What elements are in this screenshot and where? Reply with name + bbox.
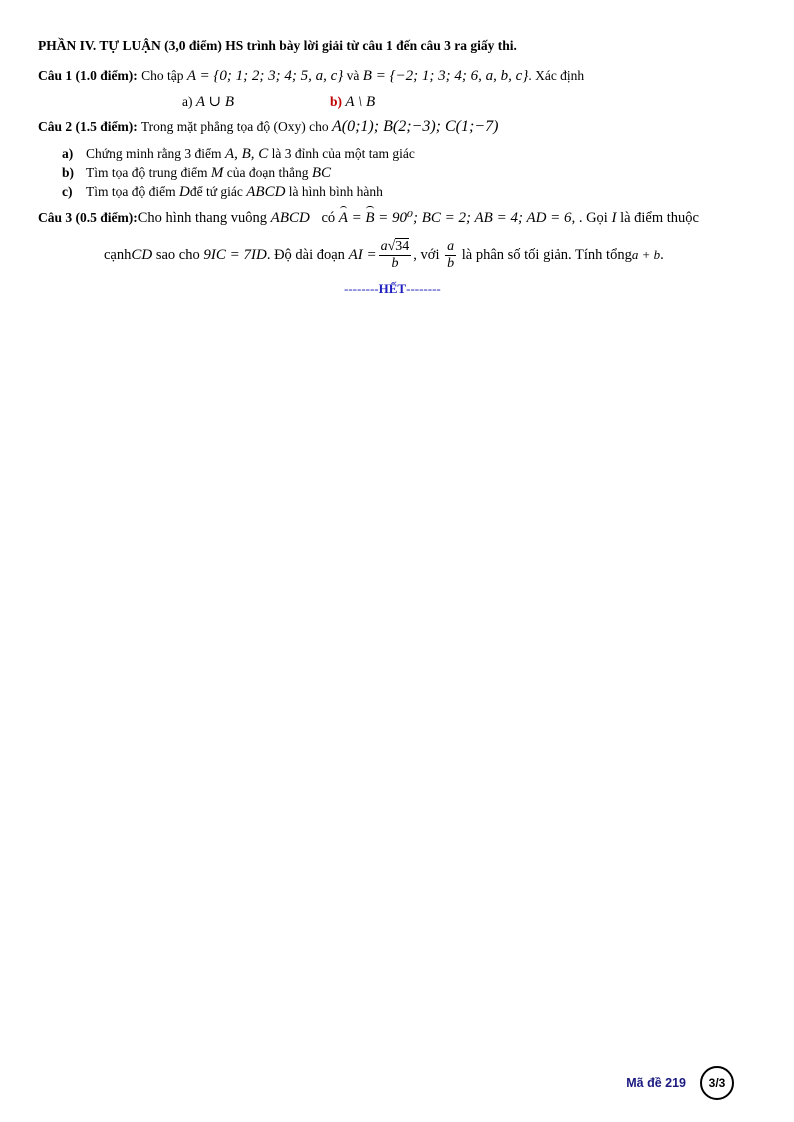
q2-item-c-text: Tìm tọa độ điểm bbox=[86, 184, 176, 199]
q1-part-b-expr: A \ B bbox=[345, 94, 376, 110]
q1-label: Câu 1 (1.0 điểm): bbox=[38, 68, 138, 83]
q2-item-c-tail: để tứ giác bbox=[189, 184, 243, 199]
q2-item-a-label: a) bbox=[62, 146, 74, 161]
q3-line2-c: . Độ dài đoạn bbox=[266, 247, 345, 263]
q2-item-b-math: M bbox=[210, 165, 224, 181]
q2-item-c-tail2: là hình bình hành bbox=[288, 184, 383, 199]
question-1 bbox=[38, 67, 584, 85]
q1-text-before: Cho tập bbox=[141, 68, 184, 83]
q2-item-b-math2: BC bbox=[311, 165, 331, 181]
q3-line2-b: sao cho bbox=[155, 247, 200, 263]
question-3-line-2 bbox=[104, 237, 664, 273]
q1-part-a-label: a) bbox=[182, 94, 193, 109]
q3-line2-a: cạnh bbox=[104, 247, 132, 263]
q1-set-b: B = {−2; 1; 3; 4; 6, a, b, c} bbox=[362, 68, 529, 84]
question-2 bbox=[38, 118, 498, 136]
section-title: PHẦN IV. TỰ LUẬN (3,0 điểm) HS trình bày lời giải từ câu 1 đến câu 3 ra giấy thi. bbox=[38, 38, 517, 53]
q2-points: A(0;1); B(2;−3); C(1;−7) bbox=[332, 118, 499, 135]
q3-angle-b: B bbox=[365, 210, 375, 226]
q2-text: Trong mặt phẳng tọa độ (Oxy) cho bbox=[140, 119, 329, 134]
q3-fraction-ai: $\frac{a√34}{b}$ bbox=[380, 239, 410, 272]
page-number: 3/3 bbox=[700, 1066, 734, 1100]
q3-line2-e: là phân số tối giản. Tính tổng bbox=[461, 247, 632, 263]
q2-label: Câu 2 (1.5 điểm): bbox=[38, 119, 138, 134]
q2-item-c-math2: ABCD bbox=[246, 184, 286, 200]
q3-end: . bbox=[660, 247, 664, 263]
q3-seg: CD bbox=[131, 247, 153, 263]
q2-item-b-text: Tìm tọa độ trung điểm bbox=[86, 165, 208, 180]
end-dashes-left: -------- bbox=[344, 281, 379, 296]
q3-ratio: 9IC = 7ID bbox=[203, 247, 267, 263]
q2-item-b-tail: của đoạn thẳng bbox=[226, 165, 309, 180]
q2-item-c-label: c) bbox=[62, 184, 73, 199]
q3-point: I bbox=[611, 210, 617, 226]
end-word: HẾT bbox=[378, 281, 407, 296]
q1-set-a: A = {0; 1; 2; 3; 4; 5, a, c} bbox=[186, 68, 344, 84]
q3-label: Câu 3 (0.5 điểm): bbox=[38, 210, 138, 225]
q1-part-b-label: b) bbox=[330, 94, 343, 109]
q2-item-a-math: A, B, C bbox=[224, 146, 269, 162]
q3-f2-num: a bbox=[447, 239, 455, 255]
q1-text-mid: và bbox=[346, 68, 360, 83]
q3-angle-a: A bbox=[338, 210, 348, 226]
q1-part-a-expr: A ∪ B bbox=[195, 94, 234, 110]
q3-has: có bbox=[321, 210, 336, 226]
q3-frac-den: b bbox=[391, 256, 399, 272]
page-footer bbox=[626, 1066, 734, 1100]
q3-ai: AI = bbox=[348, 247, 377, 263]
q3-given: = 90⁰; BC = 2; AB = 4; AD = 6 bbox=[378, 210, 572, 226]
q3-punct: , . Gọi bbox=[571, 210, 608, 226]
q3-sum: a + b bbox=[631, 247, 661, 262]
q2-item-c-math: D bbox=[178, 184, 190, 200]
end-mark bbox=[344, 280, 441, 298]
q1-text-after: . Xác định bbox=[528, 68, 585, 83]
q3-frac-num-a: a bbox=[380, 239, 388, 255]
q3-f2-den: b bbox=[447, 256, 455, 272]
q2-item-b bbox=[62, 164, 331, 182]
q3-shape: ABCD bbox=[270, 210, 310, 226]
q1-part-a bbox=[182, 93, 234, 111]
q2-item-a-tail: là 3 đỉnh của một tam giác bbox=[271, 146, 415, 161]
q2-item-a bbox=[62, 145, 415, 163]
exam-code: Mã đề 219 bbox=[626, 1076, 686, 1090]
q3-intro: Cho hình thang vuông bbox=[137, 210, 268, 226]
q3-frac-radicand: 34 bbox=[395, 239, 410, 255]
end-dashes-right: -------- bbox=[406, 281, 441, 296]
q3-fraction-ab bbox=[445, 239, 456, 272]
q3-line2-d: , với bbox=[413, 247, 440, 263]
q1-part-b bbox=[330, 93, 375, 111]
q2-item-b-label: b) bbox=[62, 165, 75, 180]
q3-tail1: là điểm thuộc bbox=[620, 210, 699, 226]
question-3: Câu 3 (0.5 điểm):Cho hình thang vuông ABCD có A = B = 90⁰; BC = 2; AB = 4; AD = 6, . Gọi I là điểm thuộc bbox=[38, 210, 699, 226]
q2-item-a-text: Chứng minh rằng 3 điểm bbox=[86, 146, 222, 161]
q2-item-c bbox=[62, 183, 383, 201]
